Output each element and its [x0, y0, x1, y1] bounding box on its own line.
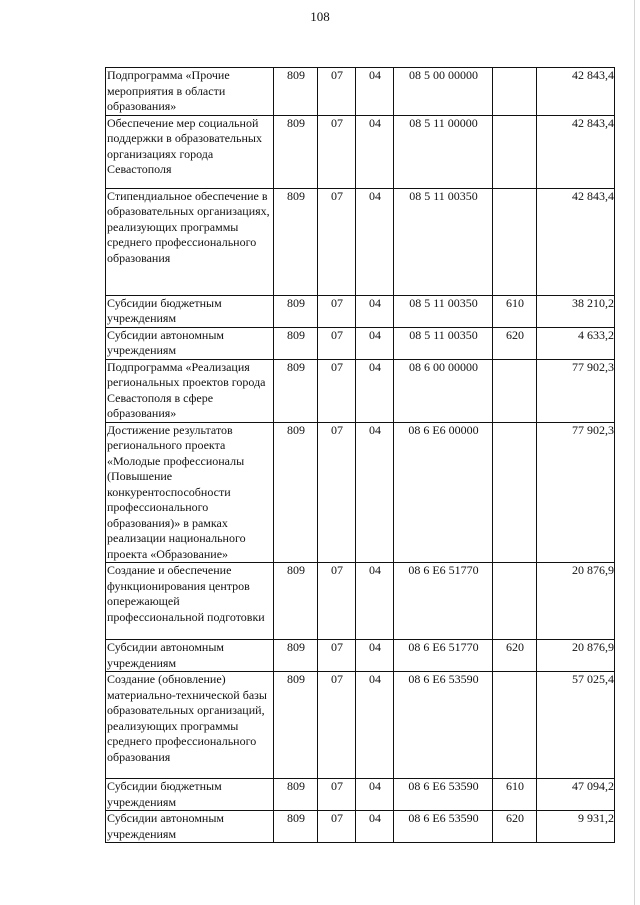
subsection-code-cell: 04 [356, 188, 394, 295]
grbs-code-cell: 809 [274, 359, 318, 422]
item-name-cell: Субсидии автономным учреждениям [106, 811, 274, 843]
expense-type-code-cell [493, 188, 537, 295]
amount-cell: 77 902,3 [537, 422, 615, 563]
scan-edge-line [634, 0, 635, 905]
section-code-cell: 07 [318, 779, 356, 811]
grbs-code-cell: 809 [274, 188, 318, 295]
subsection-code-cell: 04 [356, 811, 394, 843]
table-row [106, 295, 615, 327]
grbs-code-cell: 809 [274, 115, 318, 188]
budget-table-body [106, 68, 615, 843]
expense-type-code-cell [493, 563, 537, 640]
target-article-code-cell: 08 5 11 00350 [394, 327, 493, 359]
amount-cell: 42 843,4 [537, 188, 615, 295]
expense-type-code-cell [493, 68, 537, 116]
expense-type-code-cell: 620 [493, 640, 537, 672]
grbs-code-cell: 809 [274, 672, 318, 779]
item-name-cell: Создание и обеспечение функционирования центров опережающей профессиональной подготовки [106, 563, 274, 640]
target-article-code-cell: 08 6 E6 51770 [394, 640, 493, 672]
grbs-code-cell: 809 [274, 640, 318, 672]
table-row [106, 115, 615, 188]
target-article-code-cell: 08 5 00 00000 [394, 68, 493, 116]
section-code-cell: 07 [318, 68, 356, 116]
amount-cell: 57 025,4 [537, 672, 615, 779]
item-name-cell: Субсидии автономным учреждениям [106, 327, 274, 359]
target-article-code-cell: 08 6 E6 00000 [394, 422, 493, 563]
section-code-cell: 07 [318, 563, 356, 640]
table-row [106, 640, 615, 672]
table-row [106, 188, 615, 295]
expense-type-code-cell [493, 422, 537, 563]
subsection-code-cell: 04 [356, 115, 394, 188]
target-article-code-cell: 08 5 11 00350 [394, 295, 493, 327]
table-row [106, 422, 615, 563]
grbs-code-cell: 809 [274, 563, 318, 640]
subsection-code-cell: 04 [356, 672, 394, 779]
expense-type-code-cell: 610 [493, 779, 537, 811]
target-article-code-cell: 08 6 00 00000 [394, 359, 493, 422]
section-code-cell: 07 [318, 672, 356, 779]
grbs-code-cell: 809 [274, 295, 318, 327]
subsection-code-cell: 04 [356, 68, 394, 116]
section-code-cell: 07 [318, 640, 356, 672]
item-name-cell: Подпрограмма «Реализация региональных проектов города Севастополя в сфере образования» [106, 359, 274, 422]
section-code-cell: 07 [318, 115, 356, 188]
item-name-cell: Субсидии автономным учреждениям [106, 640, 274, 672]
table-row [106, 811, 615, 843]
grbs-code-cell: 809 [274, 422, 318, 563]
section-code-cell: 07 [318, 422, 356, 563]
grbs-code-cell: 809 [274, 327, 318, 359]
item-name-cell: Субсидии бюджетным учреждениям [106, 779, 274, 811]
section-code-cell: 07 [318, 811, 356, 843]
expense-type-code-cell: 620 [493, 811, 537, 843]
table-row [106, 359, 615, 422]
page-number: 108 [310, 9, 330, 24]
target-article-code-cell: 08 6 E6 51770 [394, 563, 493, 640]
item-name-cell: Субсидии бюджетным учреждениям [106, 295, 274, 327]
grbs-code-cell: 809 [274, 779, 318, 811]
amount-cell: 77 902,3 [537, 359, 615, 422]
item-name-cell: Достижение результатов регионального проекта «Молодые профессионалы (Повышение конкурентоспособности профессионального образования)» в рамках реализации национального проекта «Образование» [106, 422, 274, 563]
section-code-cell: 07 [318, 295, 356, 327]
expense-type-code-cell [493, 359, 537, 422]
amount-cell: 42 843,4 [537, 115, 615, 188]
item-name-cell: Подпрограмма «Прочие мероприятия в области образования» [106, 68, 274, 116]
subsection-code-cell: 04 [356, 563, 394, 640]
subsection-code-cell: 04 [356, 779, 394, 811]
table-row [106, 327, 615, 359]
table-row [106, 68, 615, 116]
target-article-code-cell: 08 5 11 00000 [394, 115, 493, 188]
subsection-code-cell: 04 [356, 327, 394, 359]
target-article-code-cell: 08 6 E6 53590 [394, 672, 493, 779]
subsection-code-cell: 04 [356, 640, 394, 672]
amount-cell: 20 876,9 [537, 640, 615, 672]
grbs-code-cell: 809 [274, 811, 318, 843]
amount-cell: 38 210,2 [537, 295, 615, 327]
item-name-cell: Стипендиальное обеспечение в образовательных организациях, реализующих программы среднего профессионального образования [106, 188, 274, 295]
target-article-code-cell: 08 5 11 00350 [394, 188, 493, 295]
expense-type-code-cell: 620 [493, 327, 537, 359]
table-row [106, 779, 615, 811]
amount-cell: 4 633,2 [537, 327, 615, 359]
expense-type-code-cell: 610 [493, 295, 537, 327]
subsection-code-cell: 04 [356, 295, 394, 327]
subsection-code-cell: 04 [356, 359, 394, 422]
item-name-cell: Создание (обновление) материально-технической базы образовательных организаций, реализующих программы среднего профессионального образования [106, 672, 274, 779]
amount-cell: 47 094,2 [537, 779, 615, 811]
expense-type-code-cell [493, 672, 537, 779]
amount-cell: 42 843,4 [537, 68, 615, 116]
expense-type-code-cell [493, 115, 537, 188]
grbs-code-cell: 809 [274, 68, 318, 116]
table-row [106, 672, 615, 779]
section-code-cell: 07 [318, 327, 356, 359]
table-row [106, 563, 615, 640]
section-code-cell: 07 [318, 359, 356, 422]
section-code-cell: 07 [318, 188, 356, 295]
subsection-code-cell: 04 [356, 422, 394, 563]
target-article-code-cell: 08 6 E6 53590 [394, 811, 493, 843]
amount-cell: 20 876,9 [537, 563, 615, 640]
amount-cell: 9 931,2 [537, 811, 615, 843]
item-name-cell: Обеспечение мер социальной поддержки в образовательных организациях города Севастополя [106, 115, 274, 188]
target-article-code-cell: 08 6 E6 53590 [394, 779, 493, 811]
budget-table [105, 67, 615, 843]
